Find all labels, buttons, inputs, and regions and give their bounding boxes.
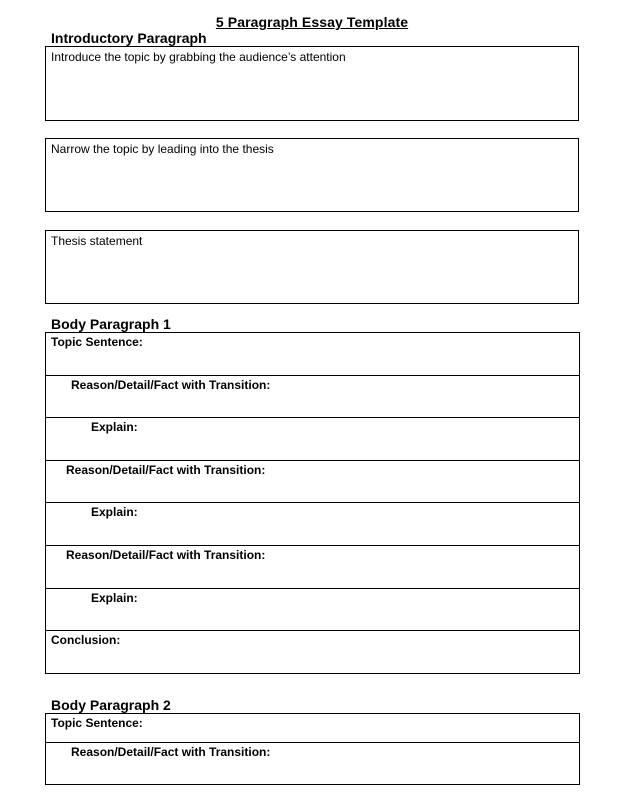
body1-row-reason-3-label: Reason/Detail/Fact with Transition: [66, 547, 266, 562]
body2-table [45, 713, 580, 785]
body1-row-conclusion[interactable] [46, 631, 579, 674]
body2-row-topic[interactable] [46, 714, 579, 743]
page-title: 5 Paragraph Essay Template [215, 14, 409, 30]
body1-row-topic-label: Topic Sentence: [51, 335, 143, 349]
body1-row-explain-2-label: Explain: [91, 505, 138, 520]
body1-row-explain-1[interactable] [46, 418, 579, 461]
intro-box-hook[interactable] [45, 46, 579, 121]
intro-box-thesis-label: Thesis statement [51, 234, 143, 248]
body1-row-explain-3[interactable] [46, 589, 579, 632]
body1-row-explain-3-label: Explain: [91, 590, 138, 605]
body1-row-reason-2[interactable] [46, 461, 579, 504]
body2-heading: Body Paragraph 2 [51, 697, 171, 713]
intro-heading: Introductory Paragraph [51, 30, 207, 46]
body1-row-reason-3[interactable] [46, 546, 579, 589]
body1-row-explain-1-label: Explain: [91, 420, 138, 435]
body2-row-topic-label: Topic Sentence: [51, 716, 143, 730]
body1-row-conclusion-label: Conclusion: [51, 633, 121, 648]
intro-box-narrow[interactable] [45, 138, 579, 212]
body1-row-reason-1[interactable] [46, 376, 579, 419]
body1-row-explain-2[interactable] [46, 503, 579, 546]
intro-box-thesis[interactable] [45, 230, 579, 304]
body1-row-reason-1-label: Reason/Detail/Fact with Transition: [71, 377, 271, 392]
intro-box-narrow-label: Narrow the topic by leading into the thesis [51, 142, 274, 156]
body2-row-reason-1-label: Reason/Detail/Fact with Transition: [71, 745, 271, 759]
body2-row-reason-1[interactable] [46, 743, 579, 784]
body1-row-topic[interactable] [46, 333, 579, 376]
intro-box-hook-label: Introduce the topic by grabbing the audience’s attention [51, 50, 346, 64]
body1-table [45, 332, 580, 674]
body1-row-reason-2-label: Reason/Detail/Fact with Transition: [66, 462, 266, 477]
body1-heading: Body Paragraph 1 [51, 316, 171, 332]
